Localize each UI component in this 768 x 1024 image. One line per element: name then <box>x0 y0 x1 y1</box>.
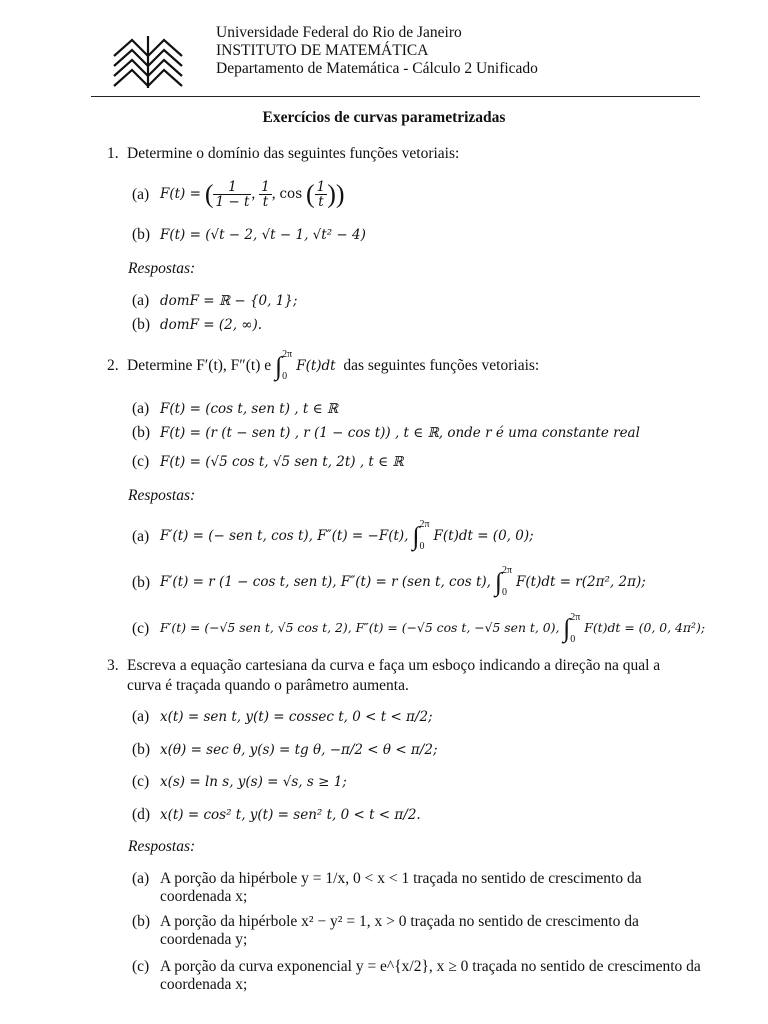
exercise-3-number: 3. <box>107 657 119 674</box>
ex1-a-lhs: F(t) = <box>160 186 201 202</box>
ans-b-int-upper: 2π <box>501 565 513 577</box>
frac1-num: 1 <box>213 180 251 195</box>
ex2-item-a-formula: F(t) = (cos t, sen t) , t ∈ ℝ <box>160 401 339 417</box>
ex3-item-c-formula: x(s) = ln s, y(s) = √s, s ≥ 1; <box>160 774 347 790</box>
ex2-answer-c: F′(t) = (−√5 sen t, √5 cos t, 2), F″(t) = (−√5 cos t, −√5 sen t, 0), ∫ 2π 0 F(t)dt = (0, 0, 4π²); <box>160 606 705 651</box>
ex3-answers-label: Respostas: <box>128 838 196 855</box>
ex3-answer-b-label: (b) <box>132 913 151 930</box>
int-upper: 2π <box>282 349 293 361</box>
ex1-answer-a: domF = ℝ − {0, 1}; <box>160 293 298 309</box>
frac3-num: 1 <box>316 178 326 195</box>
exercise-1-number: 1. <box>107 145 119 162</box>
frac2-num: 1 <box>261 178 270 195</box>
institute-name: INSTITUTO DE MATEMÁTICA <box>216 42 429 59</box>
ex2-ans-c-post: F(t)dt = (0, 0, 4π²); <box>584 620 706 635</box>
ans-a-int-upper: 2π <box>419 519 430 531</box>
ex1-item-a-formula: F(t) = ( $\frac{1}{1 - t}$ , $\frac{1}{t}$ , cos ( $\frac{1}{t}$ )) <box>160 178 345 210</box>
ans-c-int-lower: 0 <box>570 633 576 645</box>
ex2-item-c-formula: F(t) = (√5 cos t, √5 sen t, 2t) , t ∈ ℝ <box>160 454 404 470</box>
ex2-stmt-post: das seguintes funções vetoriais: <box>343 357 540 374</box>
int-body: F(t)dt <box>296 358 336 374</box>
ex3-item-a-label: (a) <box>132 708 150 725</box>
ex2-ans-a-post: F(t)dt = (0, 0); <box>433 528 534 544</box>
ex1-item-b-label: (b) <box>132 226 151 243</box>
ans-a-int-lower: 0 <box>419 541 425 553</box>
ex3-answer-c-label: (c) <box>132 958 150 975</box>
ex3-answer-c-line1: A porção da curva exponencial y = e^{x/2}, x ≥ 0 traçada no sentido de crescimento da <box>160 958 701 975</box>
ex3-item-c-label: (c) <box>132 773 150 790</box>
ex3-answer-b-line1: A porção da hipérbole x² − y² = 1, x > 0 traçada no sentido de crescimento da <box>160 913 639 930</box>
ex2-item-b-formula: F(t) = (r (t − sen t) , r (1 − cos t)) , t ∈ ℝ, onde r é uma constante real <box>160 425 640 441</box>
exercise-2-number: 2. <box>107 357 119 374</box>
ex2-answer-b: F′(t) = r (1 − cos t, sen t), F″(t) = r (sen t, cos t), ∫ 2π 0 F(t)dt = r(2π², 2π); <box>160 560 646 604</box>
institution-header <box>216 24 538 78</box>
ex3-item-a-formula: x(t) = sen t, y(t) = cossec t, 0 < t < π/2; <box>160 709 433 725</box>
ex2-answer-c-label: (c) <box>132 620 150 637</box>
page-title: Exercícios de curvas parametrizadas <box>262 109 506 126</box>
department-name: Departamento de Matemática - Cálculo 2 Unificado <box>216 60 538 77</box>
exercise-1-statement: Determine o domínio das seguintes funções vetoriais: <box>127 145 460 162</box>
ex2-answer-b-label: (b) <box>132 574 151 591</box>
ex1-item-b-formula: F(t) = (√t − 2, √t − 1, √t² − 4) <box>160 227 366 243</box>
ex3-item-b-formula: x(θ) = sec θ, y(s) = tg θ, −π/2 < θ < π/2; <box>160 742 438 758</box>
exercise-3-statement-line1: Escreva a equação cartesiana da curva e faça um esboço indicando a direção na qual a <box>127 657 661 674</box>
cos-fn: cos <box>279 186 303 202</box>
ans-b-int-lower: 0 <box>501 587 507 599</box>
ex2-item-b-label: (b) <box>132 424 151 441</box>
ex3-item-d-formula: x(t) = cos² t, y(t) = sen² t, 0 < t < π/2. <box>160 807 421 823</box>
ex3-item-d-label: (d) <box>132 806 151 823</box>
frac2-den: t <box>262 193 269 210</box>
ex3-answer-b-line2: coordenada y; <box>160 931 248 948</box>
ex2-answer-a: F′(t) = (− sen t, cos t), F″(t) = −F(t), ∫ 2π 0 F(t)dt = (0, 0); <box>160 514 534 558</box>
ex1-answer-a-label: (a) <box>132 292 150 309</box>
ex1-item-a-label: (a) <box>132 186 150 203</box>
ans-c-int-upper: 2π <box>570 611 581 623</box>
ex2-ans-b-post: F(t)dt = r(2π², 2π); <box>516 574 646 590</box>
exercise-2-statement: Determine F′(t), F″(t) e ∫ 2π 0 F(t)dt das seguintes funções vetoriais: <box>127 343 539 389</box>
ex2-answer-a-label: (a) <box>132 528 150 545</box>
ex2-ans-b-pre: F′(t) = r (1 − cos t, sen t), F″(t) = r (sen t, cos t), <box>160 574 491 590</box>
ex1-answer-b-label: (b) <box>132 316 151 333</box>
exercise-3-statement-line2: curva é traçada quando o parâmetro aumenta. <box>127 677 409 694</box>
university-name: Universidade Federal do Rio de Janeiro <box>216 24 462 41</box>
int-lower: 0 <box>282 371 288 383</box>
ex2-item-a-label: (a) <box>132 400 150 417</box>
ex2-answers-label: Respostas: <box>128 487 196 504</box>
ex1-answers-label: Respostas: <box>128 260 196 277</box>
ex2-ans-c-pre: F′(t) = (−√5 sen t, √5 cos t, 2), F″(t) = (−√5 cos t, −√5 sen t, 0), <box>160 620 560 635</box>
ex1-answer-b: domF = (2, ∞). <box>160 317 263 333</box>
ex3-answer-c-line2: coordenada x; <box>160 976 248 993</box>
frac1-den: 1 − t <box>215 193 250 210</box>
ex3-answer-a-line2: coordenada x; <box>160 888 248 905</box>
header-divider <box>91 96 700 97</box>
ex3-answer-a-line1: A porção da hipérbole y = 1/x, 0 < x < 1 traçada no sentido de crescimento da <box>160 870 642 887</box>
ex2-stmt-pre: Determine F′(t), F″(t) e <box>127 357 272 374</box>
ex2-ans-a-pre: F′(t) = (− sen t, cos t), F″(t) = −F(t), <box>160 528 409 544</box>
ufrj-logo-icon <box>112 34 184 88</box>
frac3-den: t <box>318 193 324 210</box>
ex3-answer-a-label: (a) <box>132 870 150 887</box>
ex2-item-c-label: (c) <box>132 453 150 470</box>
ex3-item-b-label: (b) <box>132 741 151 758</box>
